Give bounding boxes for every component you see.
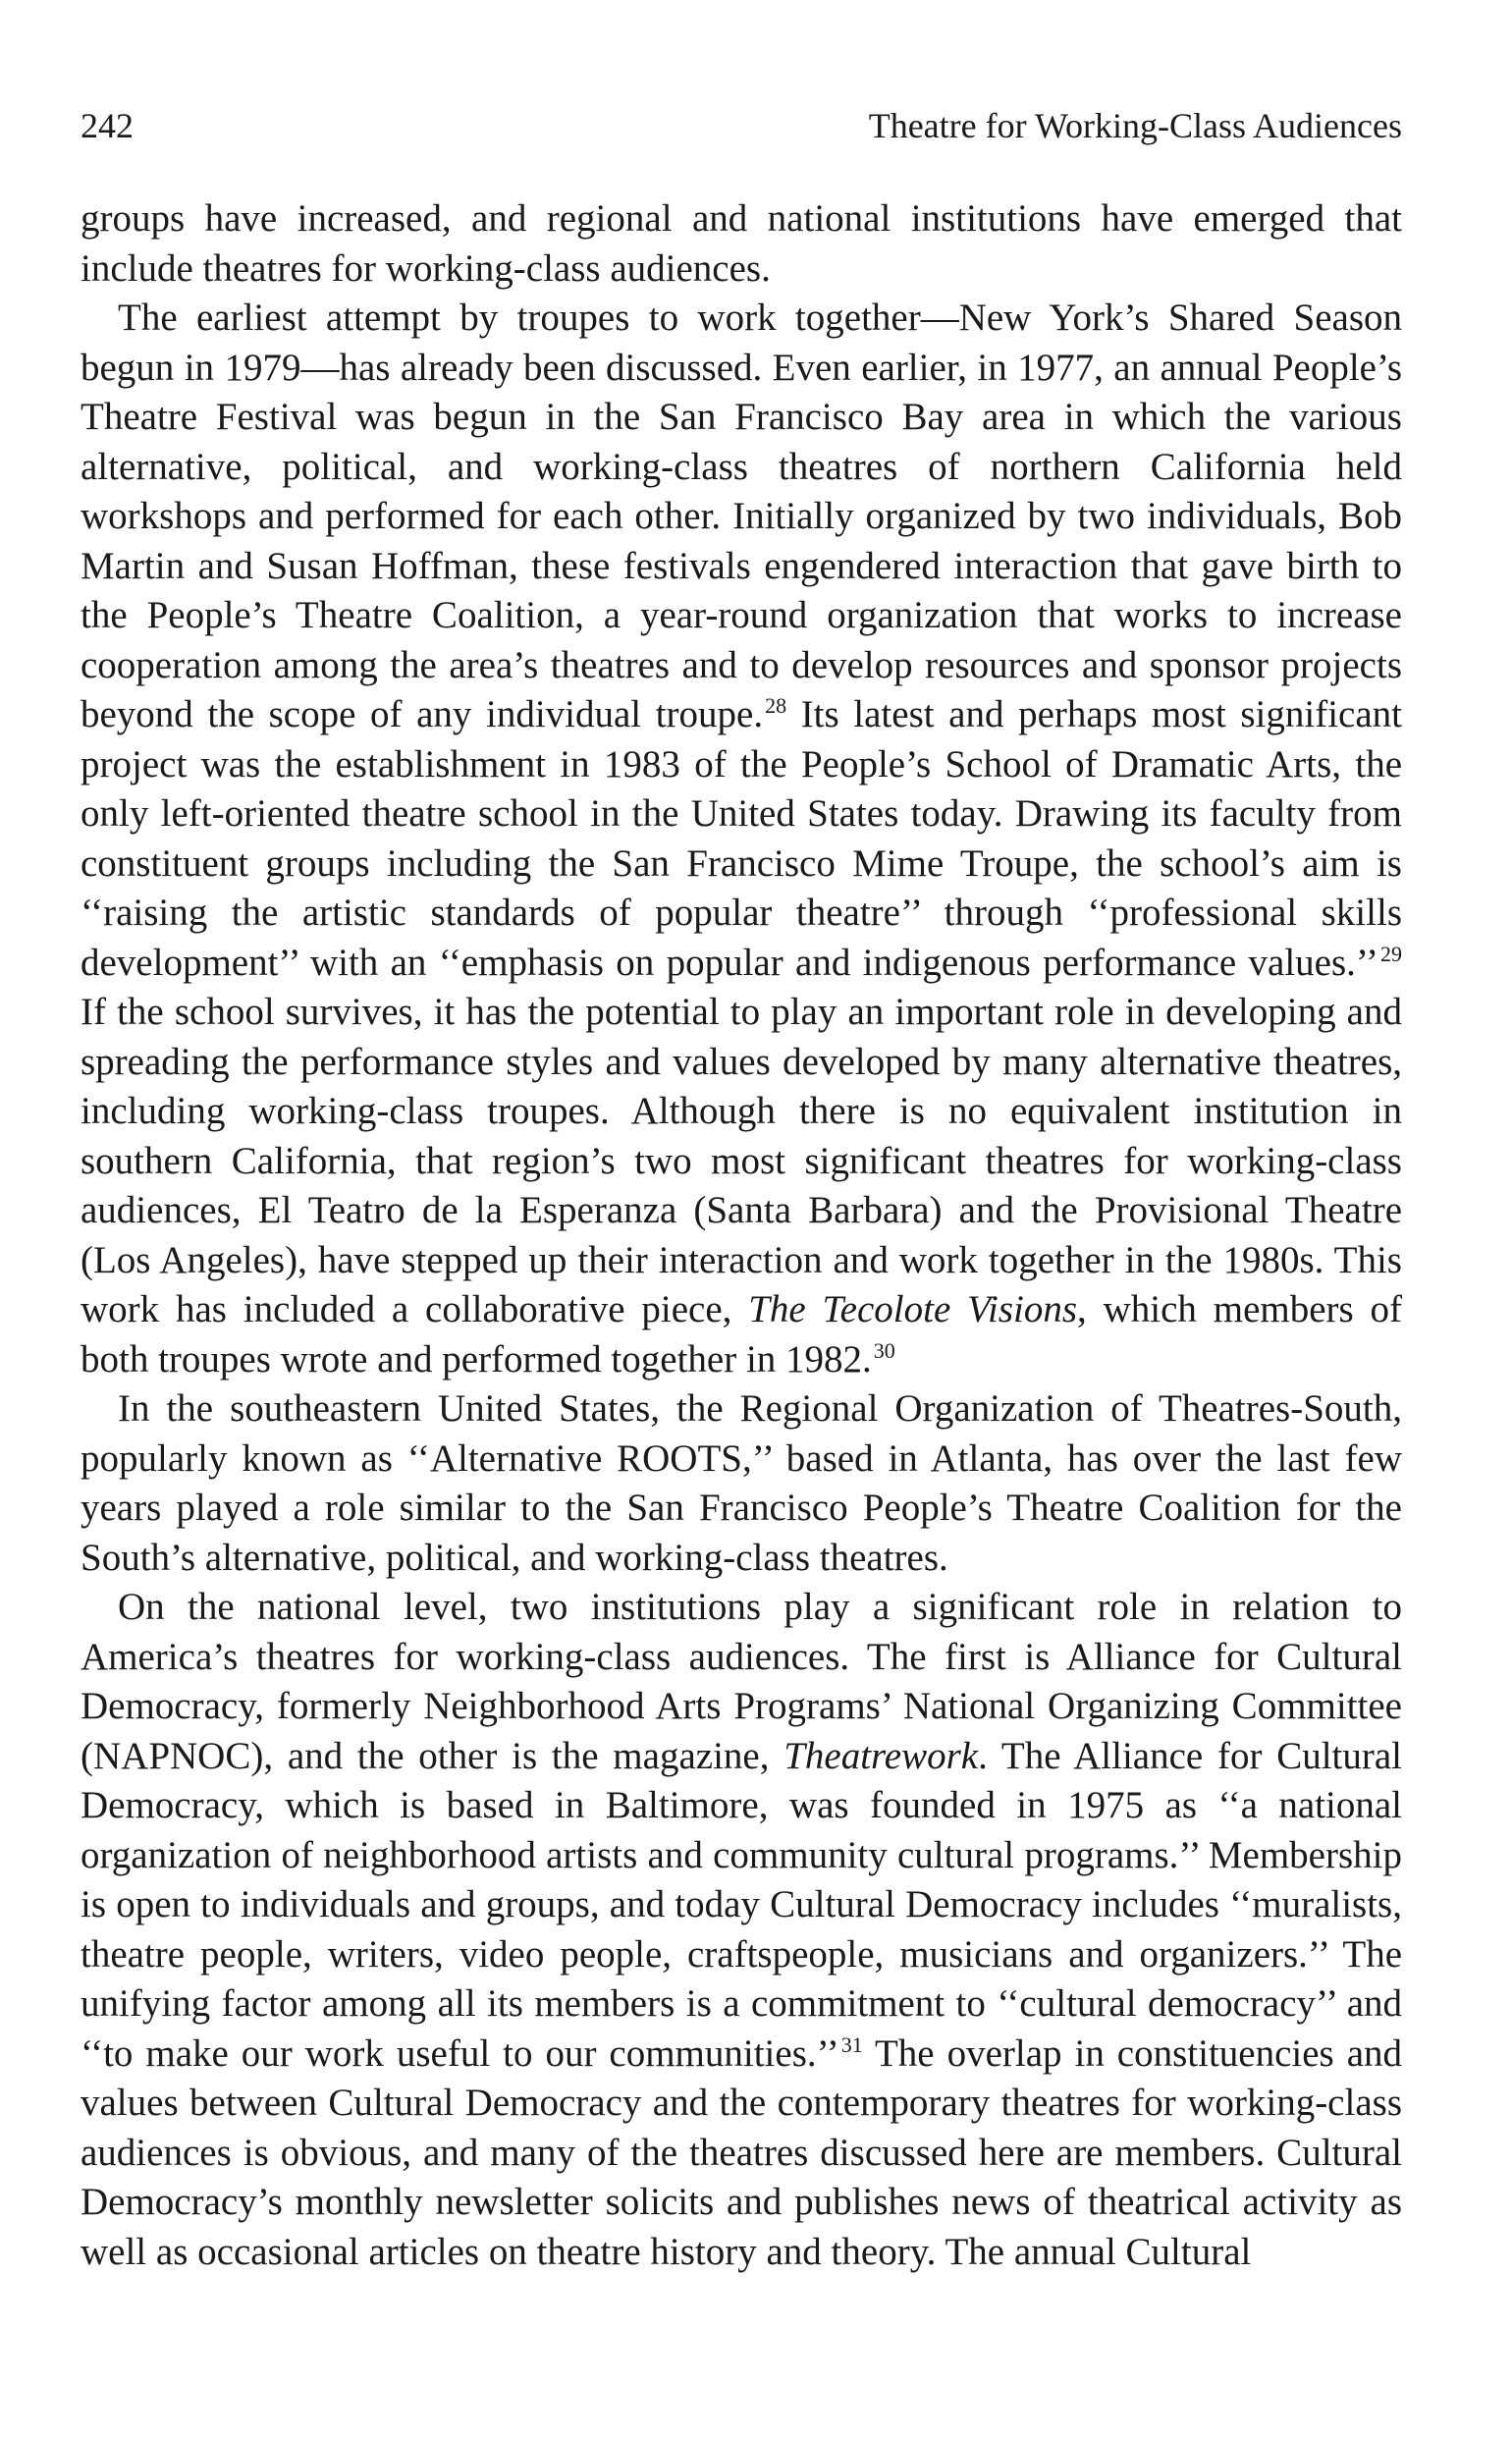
paragraph-text: In the southeastern United States, the Regional Organization of Theatres-South, popularly known as ‘‘Alternative ROOTS,’’ based in Atlanta, has over the last few years played a role similar to the San Francisco People’s Theatre Coalition for the South’s alternative, political, and working-class theatres. — [81, 1387, 1402, 1579]
paragraph-text: , which members of both troupes wrote and performed together in 1982. — [81, 1288, 1403, 1381]
paragraph — [81, 194, 1402, 294]
italic-title: The Tecolote Visions — [748, 1288, 1078, 1330]
paragraph-text: groups have increased, and regional and national institutions have emerged that include theatres for working-class audiences. — [81, 197, 1402, 290]
paragraph-text: . The Alliance for Cultural Democracy, which is based in Baltimore, was founded in 1975 as ‘‘a national organization of neighborhood artists and community cultural programs.’’ Membership is open to individuals and groups, and today Cultural Democracy includes ‘‘muralists, theatre people, writers, video people, craftspeople, musicians and organizers.’’ The unifying factor among all its members is a commitment to ‘‘cultural democracy’’ and ‘‘to make our work useful to our communities.’’ — [81, 1734, 1403, 2075]
paragraph-text: The overlap in constituencies and values between Cultural Democracy and the contemporary theatres for working-class audiences is obvious, and many of the theatres discussed here are members. Cultural Democracy’s monthly newsletter solicits and publishes news of theatrical activity as well as occasional articles on theatre history and theory. The annual Cultural — [81, 2031, 1403, 2273]
paragraph-text: Its latest and perhaps most significant project was the establishment in 1983 of the People’s School of Dramatic Arts, the only left-oriented theatre school in the United States today. Drawing its faculty from constituent groups including the San Francisco Mime Troupe, the school’s aim is ‘‘raising the artistic standards of popular theatre’’ through ‘‘professional skills development’’ with an ‘‘emphasis on popular and indigenous performance values.’’ — [81, 693, 1402, 984]
paragraph — [81, 294, 1402, 1384]
paragraph-text: If the school survives, it has the potential to play an important role in developing and spreading the performance styles and values developed by many alternative theatres, including working-class troupes. Although there is no equivalent institution in southern California, that region’s two most significant theatres for working-class audiences, El Teatro de la Esperanza (Santa Barbara) and the Provisional Theatre (Los Angeles), have stepped up their interaction and work together in the 1980s. This work has included a collaborative piece, — [81, 991, 1402, 1330]
body-text — [81, 194, 1402, 2277]
paragraph-text: On the national level, two institutions play a significant role in relation to America’s theatres for working-class audiences. The first is Alliance for Cultural Democracy, formerly Neighborhood Arts Programs’ National Organizing Committee (NAPNOC), and the other is the magazine, — [81, 1586, 1402, 1777]
paragraph-text: The earliest attempt by troupes to work together—New York’s Shared Season begun in 1979—has already been discussed. Even earlier, in 1977, an annual People’s Theatre Festival was begun in the San Francisco Bay area in which the various alternative, political, and working-class theatres of northern California held workshops and performed for each other. Initially organized by two individuals, Bob Martin and Susan Hoffman, these festivals engendered interaction that gave birth to the People’s Theatre Coalition, a year-round organization that works to increase cooperation among the area’s theatres and to develop resources and sponsor projects beyond the scope of any individual troupe. — [81, 297, 1402, 735]
running-head — [81, 98, 1402, 153]
footnote-marker: 29 — [1380, 941, 1402, 966]
footnote-marker: 28 — [765, 693, 787, 718]
footnote-marker: 30 — [873, 1337, 895, 1363]
footnote-marker: 31 — [840, 2031, 863, 2057]
running-title: Theatre for Working-Class Audiences — [868, 106, 1402, 145]
paragraph — [81, 1583, 1402, 2277]
paragraph — [81, 1384, 1402, 1583]
italic-title: Theatrework — [783, 1734, 979, 1777]
page-number: 242 — [81, 106, 134, 145]
